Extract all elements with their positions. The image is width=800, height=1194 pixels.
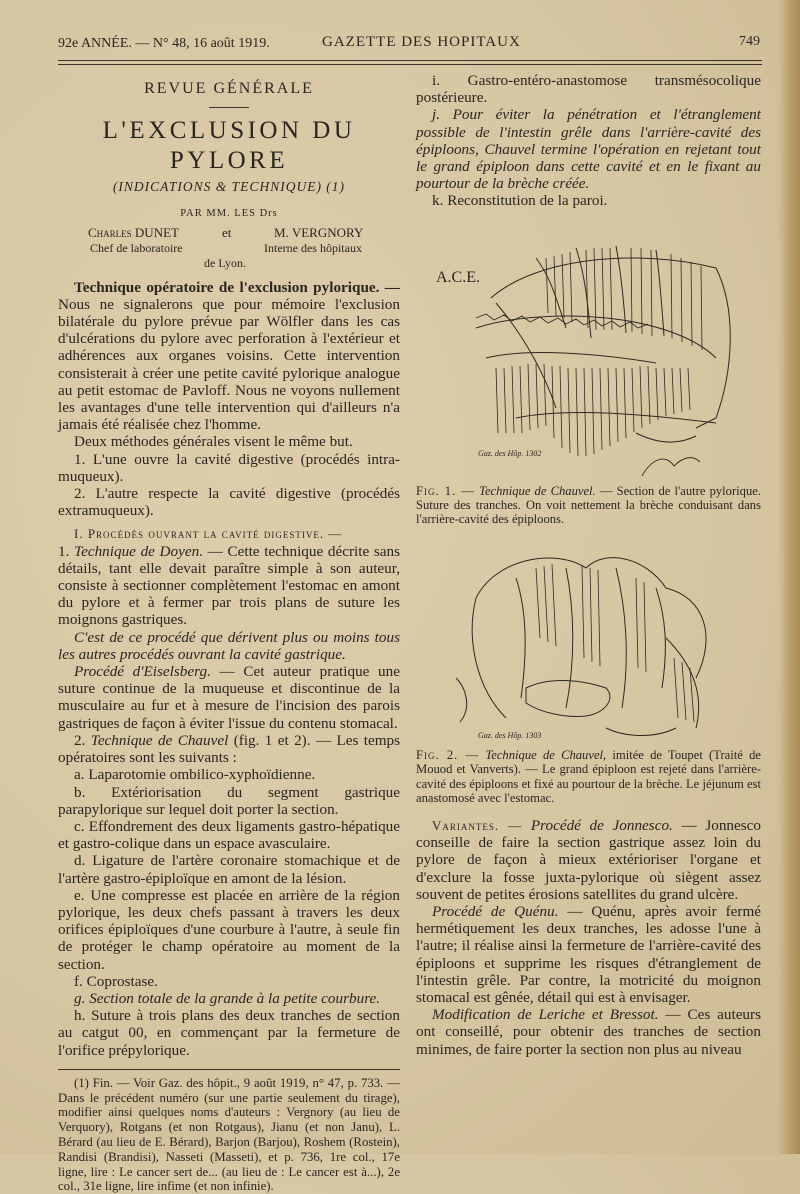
jonnesco-paragraph	[416, 817, 761, 903]
step-i: i. Gastro-entéro-anastomose transmésocolique postérieure.	[416, 72, 761, 107]
figure-2-caption-text: imitée de Toupet (Traité de Mouod et Vanverts). — Le grand épiploon est rejeté dans l'arrière-cavité des épiploons et fixé au pourtour de la brèche. Le jéjunum est anastomosé avec l'estomac.	[416, 748, 761, 805]
section1-heading	[58, 525, 400, 542]
method-1: 1. L'une ouvre la cavité digestive (procédés intra-muqueux).	[58, 450, 400, 485]
derive-paragraph: C'est de ce procédé que dérivent plus ou moins tous les autres procédés ouvrant la cavité gastrique.	[58, 628, 400, 663]
title-separator	[209, 107, 249, 108]
technique-paragraph	[58, 279, 400, 434]
author1-role: Chef de laboratoire	[90, 240, 183, 255]
right-column	[416, 72, 761, 1058]
step-g: g. Section totale de la grande à la petite courbure.	[74, 989, 381, 1007]
quenu-text: — Quénu, après avoir fermé hermétiquement les deux tranches, les adosse l'une à l'autre; il réalise ainsi la fermeture de l'arrière-cavité des épiploons et supprime les risques d'étranglement de l'intestin grêle. Par contre, la motricité du moignon stomacal est gênée, détail qui est à envisager.	[416, 903, 762, 1007]
figure-2-credit: Gaz. des Hôp. 1303	[478, 731, 542, 741]
chauvel-text: (fig. 1 et 2). — Les temps opératoires sont les suivants :	[58, 731, 401, 767]
page-edge	[778, 0, 800, 1154]
figure-1-caption-title: Technique de Chauvel.	[479, 483, 596, 498]
figure-1-illustration	[416, 218, 761, 480]
footnote: (1) Fin. — Voir Gaz. des hôpit., 9 août 1919, n° 47, p. 733. — Dans le précédent numéro (sur une partie seulement du tirage), modifier ainsi quelques noms d'auteurs : Vergnory (au lieu de Verquory), Rotgans (et non Rotgaus), Jianu (et non Janu), L. Bérard (au lieu de E. Bérard), Barjon (Barjou), Roshem (Rostein), Randisi (Brandisi), Nasseti (Masseti), et p. 736, 1re col., 17e ligne, lire : Le cancer sert de... (au lieu de : Le cancer est à...), 2e col., 31e ligne, lire infime (et non infinie).	[58, 1075, 400, 1194]
quenu-paragraph	[416, 903, 761, 1006]
authors-et: et	[222, 224, 232, 240]
step-h: h. Suture à trois plans des deux tranches de section au catgut 00, en commençant par la fermeture de l'orifice prépylorique.	[58, 1007, 400, 1059]
figure-2-caption-num: Fig. 2. —	[416, 748, 480, 763]
figure-1-label: A.C.E.	[436, 268, 480, 286]
section1-heading-text: I. Procédés ouvrant la cavité digestive. —	[74, 526, 343, 542]
method-2: 2. L'autre respecte la cavité digestive (procédés extramuqueux).	[58, 485, 400, 520]
doyen-text: — Cette technique décrite sans détails, tant elle devait paraître simple à son auteur, consiste à sectionner complètement l'estomac en amont du pylore et à fermer par trois plans de suture les moignons gastriques.	[58, 542, 401, 629]
issue-info: 92e ANNÉE. — N° 48, 16 août 1919.	[58, 36, 270, 51]
figure-1-caption-num: Fig. 1. —	[416, 483, 475, 498]
step-b: b. Extériorisation du segment gastrique parapylorique sur lequel doit porter la section.	[58, 783, 400, 818]
jonnesco-text: — Jonnesco conseille de faire la section gastrique assez loin du pylore de façon à mieux extérioriser l'organe et d'exclure la fosse juxta-pylorique où siègent assez souvent de petites érosions satellites du grand ulcère.	[416, 817, 761, 903]
left-column	[58, 76, 400, 1194]
step-d: d. Ligature de l'artère coronaire stomachique et de l'artère gastro-épiploïque en amont de la lésion.	[58, 852, 400, 887]
eiselsberg-paragraph	[58, 663, 400, 732]
figure-1	[416, 218, 761, 480]
author2-name: M. VERGNORY	[274, 224, 364, 240]
author-place: de Lyon.	[204, 255, 246, 270]
leriche-title: Modification de Leriche et Bressot.	[432, 1006, 659, 1024]
author2-role: Interne des hôpitaux	[264, 240, 362, 255]
figure-1-credit: Gaz. des Hôp. 1302	[478, 448, 542, 458]
authors-block	[58, 223, 400, 273]
figure-2-caption-title: Technique de Chauvel,	[485, 748, 607, 763]
technique-heading: Technique opératoire de l'exclusion pylorique. —	[74, 278, 400, 296]
author1-name: Charles DUNET	[88, 224, 179, 240]
step-j: j. Pour éviter la pénétration et l'étranglement possible de l'intestin grêle dans l'arrière-cavité des épiploons, Chauvel termine l'opération en rejetant tout le grand épiploon dans cette cavité et en le fixant au pourtour de la brèche créée.	[416, 106, 761, 193]
doyen-paragraph	[58, 543, 400, 629]
jonnesco-title: Procédé de Jonnesco.	[530, 817, 673, 835]
step-e: e. Une compresse est placée en arrière de la région pylorique, les deux chefs passant à travers les deux orifices épiploïques d'une courbure à l'autre, à seule fin de protéger le champ opératoire au moment de la section.	[58, 886, 400, 973]
header-rule-thick	[58, 60, 762, 61]
figure-2	[416, 538, 761, 744]
doyen-title: Technique de Doyen.	[74, 542, 203, 560]
running-header	[58, 32, 760, 56]
leriche-paragraph	[416, 1006, 761, 1058]
step-f: f. Coprostase.	[74, 972, 158, 990]
chauvel-paragraph	[58, 732, 400, 766]
chauvel-title: Technique de Chauvel	[90, 731, 229, 749]
article-subtitle: (INDICATIONS & TECHNIQUE) (1)	[112, 179, 346, 195]
article-title: L'EXCLUSION DU PYLORE	[102, 117, 356, 175]
figure-2-illustration	[416, 538, 761, 744]
byline: PAR MM. LES Drs	[180, 208, 278, 220]
figure-1-caption-text: — Section de l'autre pylorique. Suture des tranches. On voit nettement la brèche conduisant dans l'arrière-cavité des épiploons.	[416, 483, 761, 527]
step-c: c. Effondrement des deux ligaments gastro-hépatique et gastro-colique dans un espace avasculaire.	[58, 817, 400, 853]
header-rule-thin	[58, 64, 762, 65]
step-a: a. Laparotomie ombilico-xyphoïdienne.	[74, 766, 316, 784]
variantes-heading: Variantes. —	[432, 818, 523, 834]
technique-text: Nous ne signalerons que pour mémoire l'exclusion bilatérale du pylore prévue par Wölfler dans les cas d'ulcérations du pylore avec perforation à l'extérieur et adhérences aux organes voisins. Cette intervention consisterait à créer une petite cavité pylorique analogue au petit estomac de Pavloff. Nous ne voyons nullement les avantages d'une telle intervention qui d'ailleurs n'a jamais été réalisée chez l'homme.	[58, 295, 400, 434]
figure-1-caption	[416, 484, 761, 527]
eiselsberg-text: — Cet auteur pratique une suture continue de la muqueuse et discontinue de la musculaire au fur et à mesure de l'incision des parois gastriques de façon à éviter l'issue du contenu stomacal.	[58, 663, 400, 732]
section-label: REVUE GÉNÉRALE	[144, 80, 314, 97]
quenu-title: Procédé de Quénu.	[432, 903, 559, 921]
eiselsberg-title: Procédé d'Eiselsberg.	[74, 663, 211, 681]
journal-title: GAZETTE DES HOPITAUX	[322, 34, 521, 50]
footnote-rule	[58, 1069, 400, 1070]
doyen-num: 1.	[58, 542, 70, 560]
chauvel-num: 2.	[74, 731, 86, 749]
methods-intro: Deux méthodes générales visent le même but.	[74, 433, 353, 451]
page-number: 749	[739, 34, 760, 49]
figure-2-caption	[416, 748, 761, 805]
leriche-text: — Ces auteurs ont conseillé, pour obtenir des tranches de section minimes, de faire porter la section non plus au niveau	[416, 1006, 761, 1058]
step-k: k. Reconstitution de la paroi.	[432, 192, 608, 210]
